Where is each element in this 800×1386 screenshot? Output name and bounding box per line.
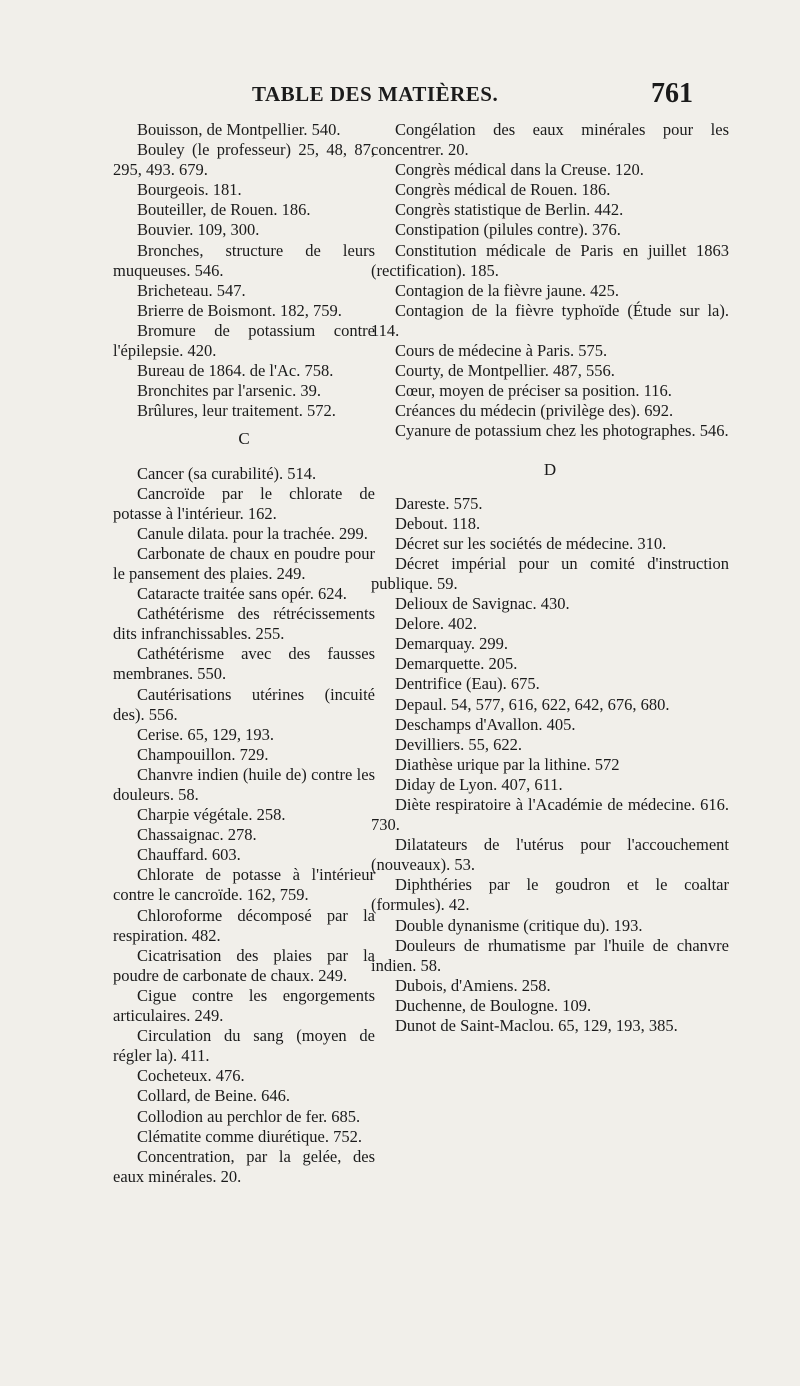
- index-entry: Constipation (pilules contre). 376.: [395, 220, 621, 240]
- index-entry: Deschamps d'Avallon. 405.: [395, 714, 576, 734]
- index-entry: Bronches, structure de leurs muqueuses. 546.: [113, 240, 375, 280]
- index-entry: Décret sur les sociétés de médecine. 310.: [395, 533, 667, 553]
- index-entry: Chloroforme décomposé par la respiration. 482.: [113, 905, 375, 945]
- index-entry: Cocheteux. 476.: [137, 1066, 245, 1086]
- index-entry: Brûlures, leur traitement. 572.: [137, 401, 336, 421]
- index-entry: Cathétérisme des rétrécissements dits infranchissables. 255.: [113, 604, 375, 644]
- index-entry: Brierre de Boismont. 182, 759.: [137, 300, 342, 320]
- index-entry: Diday de Lyon. 407, 611.: [395, 774, 563, 794]
- index-entry: Dilatateurs de l'utérus pour l'accouchement (nouveaux). 53.: [371, 835, 729, 875]
- index-entry: Cataracte traitée sans opér. 624.: [137, 584, 347, 604]
- index-entry: Demarquette. 205.: [395, 654, 518, 674]
- index-entry: Cancroïde par le chlorate de potasse à l'intérieur. 162.: [113, 483, 375, 523]
- index-entry: Delore. 402.: [395, 614, 478, 634]
- index-entry: Dentrifice (Eau). 675.: [395, 674, 540, 694]
- index-entry: Contagion de la fièvre typhoïde (Étude sur la). 114.: [371, 300, 729, 340]
- index-entry: Bourgeois. 181.: [137, 180, 242, 200]
- index-entry: Delioux de Savignac. 430.: [395, 594, 570, 614]
- index-entry: Dareste. 575.: [395, 493, 483, 513]
- index-entry: Charpie végétale. 258.: [137, 805, 286, 825]
- index-entry: Cathétérisme avec des fausses membranes. 550.: [113, 644, 375, 684]
- index-entry: Cautérisations utérines (incuité des). 556.: [113, 684, 375, 724]
- index-entry: Duchenne, de Boulogne. 109.: [395, 995, 592, 1015]
- right-column: [371, 120, 729, 1036]
- index-entry: Chauffard. 603.: [137, 845, 241, 865]
- index-entry: Congrès médical de Rouen. 186.: [395, 180, 611, 200]
- index-entry: Concentration, par la gelée, des eaux minérales. 20.: [113, 1146, 375, 1186]
- index-entry: Circulation du sang (moyen de régler la). 411.: [113, 1026, 375, 1066]
- left-column: [113, 120, 375, 1187]
- index-entry: Congrès médical dans la Creuse. 120.: [395, 160, 644, 180]
- index-entry: Bricheteau. 547.: [137, 280, 246, 300]
- index-entry: Cerise. 65, 129, 193.: [137, 724, 275, 744]
- index-entry: Cours de médecine à Paris. 575.: [395, 341, 608, 361]
- index-entry: Décret impérial pour un comité d'instruction publique. 59.: [371, 553, 729, 593]
- index-entry: Collodion au perchlor de fer. 685.: [137, 1106, 361, 1126]
- index-entry: Cicatrisation des plaies par la poudre de carbonate de chaux. 249.: [113, 945, 375, 985]
- section-letter-d: D: [543, 459, 557, 479]
- index-entry: Créances du médecin (privilège des). 692.: [395, 401, 674, 421]
- index-entry: Champouillon. 729.: [137, 744, 269, 764]
- index-entry: Chassaignac. 278.: [137, 825, 257, 845]
- index-entry: Cyanure de potassium chez les photographes. 546.: [395, 421, 729, 441]
- index-entry: Double dynanisme (critique du). 193.: [395, 915, 643, 935]
- index-entry: Demarquay. 299.: [395, 634, 509, 654]
- index-entry: Bouvier. 109, 300.: [137, 220, 260, 240]
- index-entry: Constitution médicale de Paris en juillet 1863 (rectification). 185.: [371, 240, 729, 280]
- index-entry: Chanvre indien (huile de) contre les douleurs. 58.: [113, 764, 375, 804]
- index-entry: Clématite comme diurétique. 752.: [137, 1126, 362, 1146]
- running-header: [0, 78, 800, 118]
- index-entry: Diphthéries par le goudron et le coaltar (formules). 42.: [371, 875, 729, 915]
- index-entry: Chlorate de potasse à l'intérieur contre le cancroïde. 162, 759.: [113, 865, 375, 905]
- index-entry: Depaul. 54, 577, 616, 622, 642, 676, 680.: [395, 694, 670, 714]
- page-number: 761: [651, 78, 693, 109]
- index-entry: Bromure de potassium contre l'épilepsie. 420.: [113, 320, 375, 361]
- index-entry: Congrès statistique de Berlin. 442.: [395, 200, 624, 220]
- page-title: TABLE DES MATIÈRES.: [252, 82, 499, 106]
- index-entry: Congélation des eaux minérales pour les concentrer. 20.: [371, 120, 729, 160]
- index-entry: Dunot de Saint-Maclou. 65, 129, 193, 385.: [395, 1016, 678, 1036]
- index-entry: Bureau de 1864. de l'Ac. 758.: [137, 361, 334, 381]
- index-entry: Diète respiratoire à l'Académie de médecine. 616. 730.: [371, 795, 729, 835]
- index-entry: Canule dilata. pour la trachée. 299.: [137, 523, 368, 543]
- index-entry: Cigue contre les engorgements articulaires. 249.: [113, 985, 375, 1026]
- index-entry: Cœur, moyen de préciser sa position. 116.: [395, 381, 672, 401]
- index-entry: Courty, de Montpellier. 487, 556.: [395, 361, 615, 381]
- index-entry: Devilliers. 55, 622.: [395, 734, 522, 754]
- index-entry: Collard, de Beine. 646.: [137, 1086, 291, 1106]
- index-entry: Bronchites par l'arsenic. 39.: [137, 381, 321, 401]
- index-entry: Bouisson, de Montpellier. 540.: [137, 120, 341, 139]
- section-letter-c: C: [238, 429, 250, 449]
- index-entry: Carbonate de chaux en poudre pour le pansement des plaies. 249.: [113, 543, 375, 583]
- index-entry: Dubois, d'Amiens. 258.: [395, 975, 551, 995]
- index-entry: Bouley (le professeur) 25, 48, 87, 295, 493. 679.: [113, 140, 375, 180]
- index-entry: Contagion de la fièvre jaune. 425.: [395, 280, 620, 300]
- index-entry: Douleurs de rhumatisme par l'huile de chanvre indien. 58.: [371, 935, 729, 975]
- index-entry: Diathèse urique par la lithine. 572: [395, 754, 620, 774]
- index-entry: Cancer (sa curabilité). 514.: [137, 463, 317, 483]
- index-entry: Bouteiller, de Rouen. 186.: [137, 200, 311, 220]
- index-entry: Debout. 118.: [395, 513, 481, 533]
